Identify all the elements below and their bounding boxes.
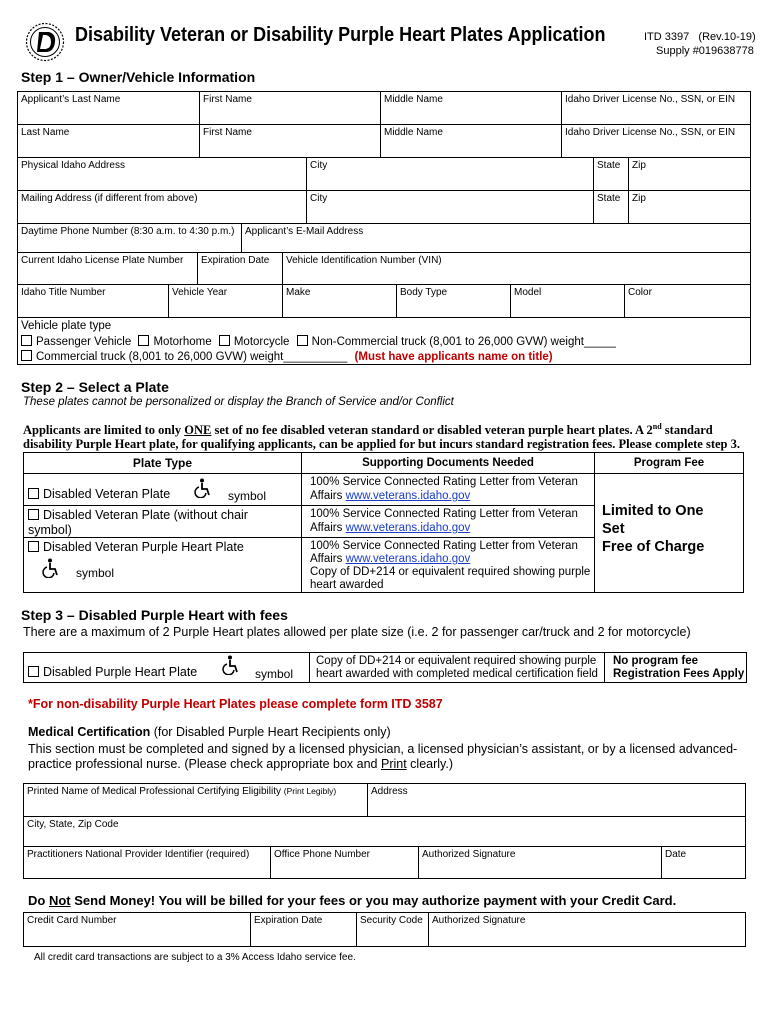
doc-text: Affairs — [310, 490, 346, 502]
model-field[interactable] — [510, 284, 625, 318]
field-label: Applicant’s E-Mail Address — [245, 226, 364, 237]
option-row — [28, 540, 244, 554]
field-label: Zip — [632, 193, 646, 204]
coowner-license-field[interactable] — [561, 124, 751, 158]
medical-text-line2 — [28, 757, 453, 771]
doc-link-line — [310, 522, 470, 534]
doc-text: 100% Service Connected Rating Letter from Veteran — [310, 508, 578, 520]
plate-type-header — [23, 452, 302, 474]
motorcycle-label: Motorcycle — [233, 336, 290, 348]
applicant-last-name-field[interactable] — [17, 91, 200, 125]
purple-heart-fee — [604, 652, 747, 683]
disabled-veteran-purple-heart-option[interactable] — [23, 537, 302, 593]
make-field[interactable] — [282, 284, 397, 318]
disabled-veteran-no-chair-option[interactable] — [23, 505, 302, 538]
physical-city-field[interactable] — [306, 157, 594, 191]
mailing-city-field[interactable] — [306, 190, 594, 224]
medical-heading-bold: Medical Certification — [28, 725, 151, 739]
field-label: Authorized Signature — [432, 915, 526, 926]
docs-disabled-veteran-no-chair — [301, 505, 595, 538]
form-number — [644, 31, 756, 43]
payment-heading-not: Not — [48, 893, 71, 908]
notice-text: Applicants are limited to only — [23, 423, 185, 438]
purple-heart-docs — [309, 652, 605, 683]
option-label: Disabled Veteran Purple Heart Plate — [43, 540, 244, 554]
passenger-label: Passenger Vehicle — [36, 336, 132, 348]
symbol-label: symbol — [228, 489, 267, 503]
disabled-veteran-checkbox[interactable] — [28, 488, 39, 499]
medical-text: practice professional nurse. (Please check appropriate box and — [28, 757, 381, 771]
disabled-veteran-plate-option[interactable] — [23, 473, 302, 506]
medical-professional-name-field[interactable] — [23, 783, 368, 817]
plate-expiration-field[interactable] — [197, 252, 283, 285]
doc-text: heart awarded with completed medical certification field — [316, 668, 598, 680]
field-label: Applicant’s Last Name — [21, 94, 121, 105]
npi-field[interactable] — [23, 846, 271, 879]
field-label: Vehicle Identification Number (VIN) — [286, 255, 442, 266]
field-label: Current Idaho License Plate Number — [21, 255, 184, 266]
coowner-middle-name-field[interactable] — [380, 124, 562, 158]
physical-zip-field[interactable] — [628, 157, 751, 191]
medical-address-field[interactable] — [367, 783, 746, 817]
limit-notice-line1 — [23, 422, 713, 438]
doc-text: Affairs — [310, 522, 346, 534]
body-type-field[interactable] — [396, 284, 511, 318]
field-label: Expiration Date — [201, 255, 270, 266]
step2-subtitle: These plates cannot be personalized or display the Branch of Service and/or Conflict — [23, 396, 454, 408]
field-label: Model — [514, 287, 542, 298]
field-label: City — [310, 193, 328, 204]
plate-type-row1 — [21, 335, 616, 348]
disabled-veteran-no-chair-checkbox[interactable] — [28, 509, 39, 520]
field-label: Vehicle Year — [172, 287, 228, 298]
mailing-state-field[interactable] — [593, 190, 629, 224]
physical-state-field[interactable] — [593, 157, 629, 191]
doc-link-line — [310, 553, 470, 565]
program-fee-header — [594, 452, 744, 474]
docs-disabled-veteran-purple-heart — [301, 537, 595, 593]
field-label: Middle Name — [384, 127, 443, 138]
notice-superscript: nd — [652, 422, 662, 431]
idaho-transportation-logo — [25, 22, 65, 62]
vehicle-year-field[interactable] — [168, 284, 283, 318]
limit-notice-line2: disability Purple Heart plate, for qualifying applicants, can be applied for but incurs standard registration fees. Please complete step 3. — [23, 437, 741, 451]
notice-one: ONE — [184, 423, 212, 438]
motorcycle-checkbox[interactable] — [219, 335, 230, 346]
payment-heading — [28, 893, 676, 908]
field-label: City — [310, 160, 328, 171]
vin-field[interactable] — [282, 252, 751, 285]
step3-subtitle: There are a maximum of 2 Purple Heart plates allowed per plate size (i.e. 2 for passenger car/truck and 2 for motorcycle) — [23, 625, 691, 639]
fee-text: Registration Fees Apply — [613, 668, 745, 680]
payment-heading-text: Do — [28, 893, 49, 908]
medical-city-state-zip-field[interactable] — [23, 816, 746, 847]
vehicle-plate-type-section — [17, 317, 751, 365]
payment-heading-text: Send Money! You will be billed for your fees or you may authorize payment with your Credit Card. — [70, 893, 677, 908]
field-label: Idaho Driver License No., SSN, or EIN — [565, 94, 736, 105]
disabled-purple-heart-option[interactable] — [23, 652, 310, 683]
header-label: Program Fee — [633, 457, 705, 469]
noncommercial-truck-label: Non-Commercial truck (8,001 to 26,000 GVW) weight — [311, 336, 584, 348]
title-requirement-note: (Must have applicants name on title) — [354, 351, 553, 363]
field-label: Mailing Address (if different from above) — [21, 193, 198, 204]
coowner-last-name-field[interactable] — [17, 124, 200, 158]
field-label: Color — [628, 287, 652, 298]
fee-text: Limited to One — [602, 503, 704, 519]
medical-date-field[interactable] — [661, 846, 746, 879]
fee-text: Set — [602, 521, 625, 537]
print-legibly-note: (Print Legibly) — [283, 786, 337, 796]
form-revision: (Rev.10-19) — [698, 31, 756, 43]
supporting-docs-header — [301, 452, 595, 474]
field-label: State — [597, 193, 621, 204]
option-label: Disabled Veteran Plate — [43, 487, 171, 501]
coowner-first-name-field[interactable] — [199, 124, 381, 158]
daytime-phone-field[interactable] — [17, 223, 242, 253]
field-label: First Name — [203, 94, 252, 105]
passenger-checkbox[interactable] — [21, 335, 32, 346]
doc-text: heart awarded — [310, 579, 384, 591]
field-label: Office Phone Number — [274, 849, 370, 860]
plate-type-row2 — [21, 350, 553, 363]
notice-text: set of no fee disabled veteran standard or disabled veteran purple heart plates. A 2 — [211, 423, 653, 438]
mailing-address-field[interactable] — [17, 190, 307, 224]
motorhome-label: Motorhome — [153, 336, 212, 348]
docs-disabled-veteran — [301, 473, 595, 506]
header-label: Supporting Documents Needed — [362, 457, 534, 469]
symbol-label: symbol — [76, 566, 115, 580]
disabled-purple-heart-checkbox[interactable] — [28, 666, 39, 677]
notice-text: standard — [661, 423, 713, 438]
medical-heading-note: (for Disabled Purple Heart Recipients only) — [150, 725, 391, 739]
applicant-first-name-field[interactable] — [199, 91, 381, 125]
field-label: Body Type — [400, 287, 448, 298]
field-label: Make — [286, 287, 311, 298]
doc-link-line — [310, 490, 470, 502]
veterans-link[interactable]: www.veterans.idaho.gov — [345, 490, 471, 502]
commercial-truck-checkbox[interactable] — [21, 350, 32, 361]
step2-heading: Step 2 – Select a Plate — [21, 379, 169, 395]
printed-name-label: Printed Name of Medical Professional Certifying Eligibility — [27, 786, 281, 797]
card-signature-field[interactable] — [428, 912, 746, 947]
option-row — [28, 665, 197, 679]
header-label: Plate Type — [132, 456, 193, 470]
commercial-weight-blank[interactable]: __________ — [283, 351, 348, 363]
supply-number: Supply #019638778 — [656, 45, 754, 57]
wheelchair-icon — [222, 655, 242, 675]
noncommercial-weight-blank[interactable]: _____ — [583, 336, 616, 348]
plate-type-label: Vehicle plate type — [21, 320, 112, 332]
option-label: Disabled Veteran Plate (without chair — [43, 508, 248, 522]
mailing-zip-field[interactable] — [628, 190, 751, 224]
field-label: Middle Name — [384, 94, 443, 105]
fee-text: No program fee — [613, 655, 698, 667]
doc-text: 100% Service Connected Rating Letter from Veteran — [310, 540, 578, 552]
credit-card-number-field[interactable] — [23, 912, 251, 947]
field-label: Address — [371, 786, 408, 797]
option-label-cont: symbol) — [28, 523, 72, 537]
field-label: First Name — [203, 127, 252, 138]
step1-heading: Step 1 – Owner/Vehicle Information — [21, 69, 256, 85]
field-label: Last Name — [21, 127, 70, 138]
field-label: Zip — [632, 160, 646, 171]
option-row — [28, 508, 248, 522]
physical-address-field[interactable] — [17, 157, 307, 191]
security-code-field[interactable] — [356, 912, 429, 947]
medical-signature-field[interactable] — [418, 846, 662, 879]
option-row — [28, 487, 170, 501]
field-label: Physical Idaho Address — [21, 160, 125, 171]
applicant-license-field[interactable] — [561, 91, 751, 125]
form-title: Disability Veteran or Disability Purple Heart Plates Application — [75, 24, 606, 46]
card-expiration-field[interactable] — [250, 912, 357, 947]
veterans-link[interactable]: www.veterans.idaho.gov — [345, 553, 471, 565]
veterans-link[interactable]: www.veterans.idaho.gov — [345, 522, 471, 534]
medical-text-line1: This section must be completed and signed by a licensed physician, a licensed physician’s assistant, or by a licensed advanced- — [28, 742, 738, 756]
doc-text: Copy of DD+214 or equivalent required showing purple — [310, 566, 591, 578]
wheelchair-icon — [42, 558, 62, 578]
current-plate-field[interactable] — [17, 252, 198, 285]
field-label: Practitioners National Provider Identifier (required) — [27, 849, 250, 860]
field-label: Idaho Driver License No., SSN, or EIN — [565, 127, 736, 138]
symbol-label: symbol — [255, 667, 294, 681]
field-label: Expiration Date — [254, 915, 323, 926]
step3-heading: Step 3 – Disabled Purple Heart with fees — [21, 607, 288, 623]
field-label: City, State, Zip Code — [27, 819, 119, 830]
medical-print: Print — [380, 757, 407, 771]
field-label: Idaho Title Number — [21, 287, 106, 298]
non-disability-note: *For non-disability Purple Heart Plates please complete form ITD 3587 — [28, 697, 443, 711]
email-field[interactable] — [241, 223, 751, 253]
option-label: Disabled Purple Heart Plate — [43, 665, 198, 679]
office-phone-field[interactable] — [270, 846, 419, 879]
medical-heading — [28, 725, 391, 739]
doc-text: Affairs — [310, 553, 346, 565]
wheelchair-icon — [194, 478, 214, 498]
credit-card-fee-footnote: All credit card transactions are subject to a 3% Access Idaho service fee. — [34, 952, 356, 963]
field-label: Daytime Phone Number (8:30 a.m. to 4:30 p.m.) — [21, 226, 235, 237]
program-fee-cell — [594, 473, 744, 593]
commercial-truck-label: Commercial truck (8,001 to 26,000 GVW) weight — [36, 351, 284, 363]
field-label: Security Code — [360, 915, 423, 926]
field-label: Date — [665, 849, 687, 860]
applicant-middle-name-field[interactable] — [380, 91, 562, 125]
doc-text: 100% Service Connected Rating Letter from Veteran — [310, 476, 578, 488]
doc-text: Copy of DD+214 or equivalent required showing purple — [316, 655, 597, 667]
field-label: State — [597, 160, 621, 171]
form-number-text: ITD 3397 — [644, 31, 690, 43]
field-label: Authorized Signature — [422, 849, 516, 860]
disabled-veteran-purple-heart-checkbox[interactable] — [28, 541, 39, 552]
field-label: Credit Card Number — [27, 915, 117, 926]
fee-text: Free of Charge — [602, 539, 705, 555]
title-number-field[interactable] — [17, 284, 169, 318]
motorhome-checkbox[interactable] — [138, 335, 149, 346]
noncommercial-truck-checkbox[interactable] — [297, 335, 308, 346]
medical-text: clearly.) — [406, 757, 453, 771]
color-field[interactable] — [624, 284, 751, 318]
field-label — [27, 786, 336, 797]
